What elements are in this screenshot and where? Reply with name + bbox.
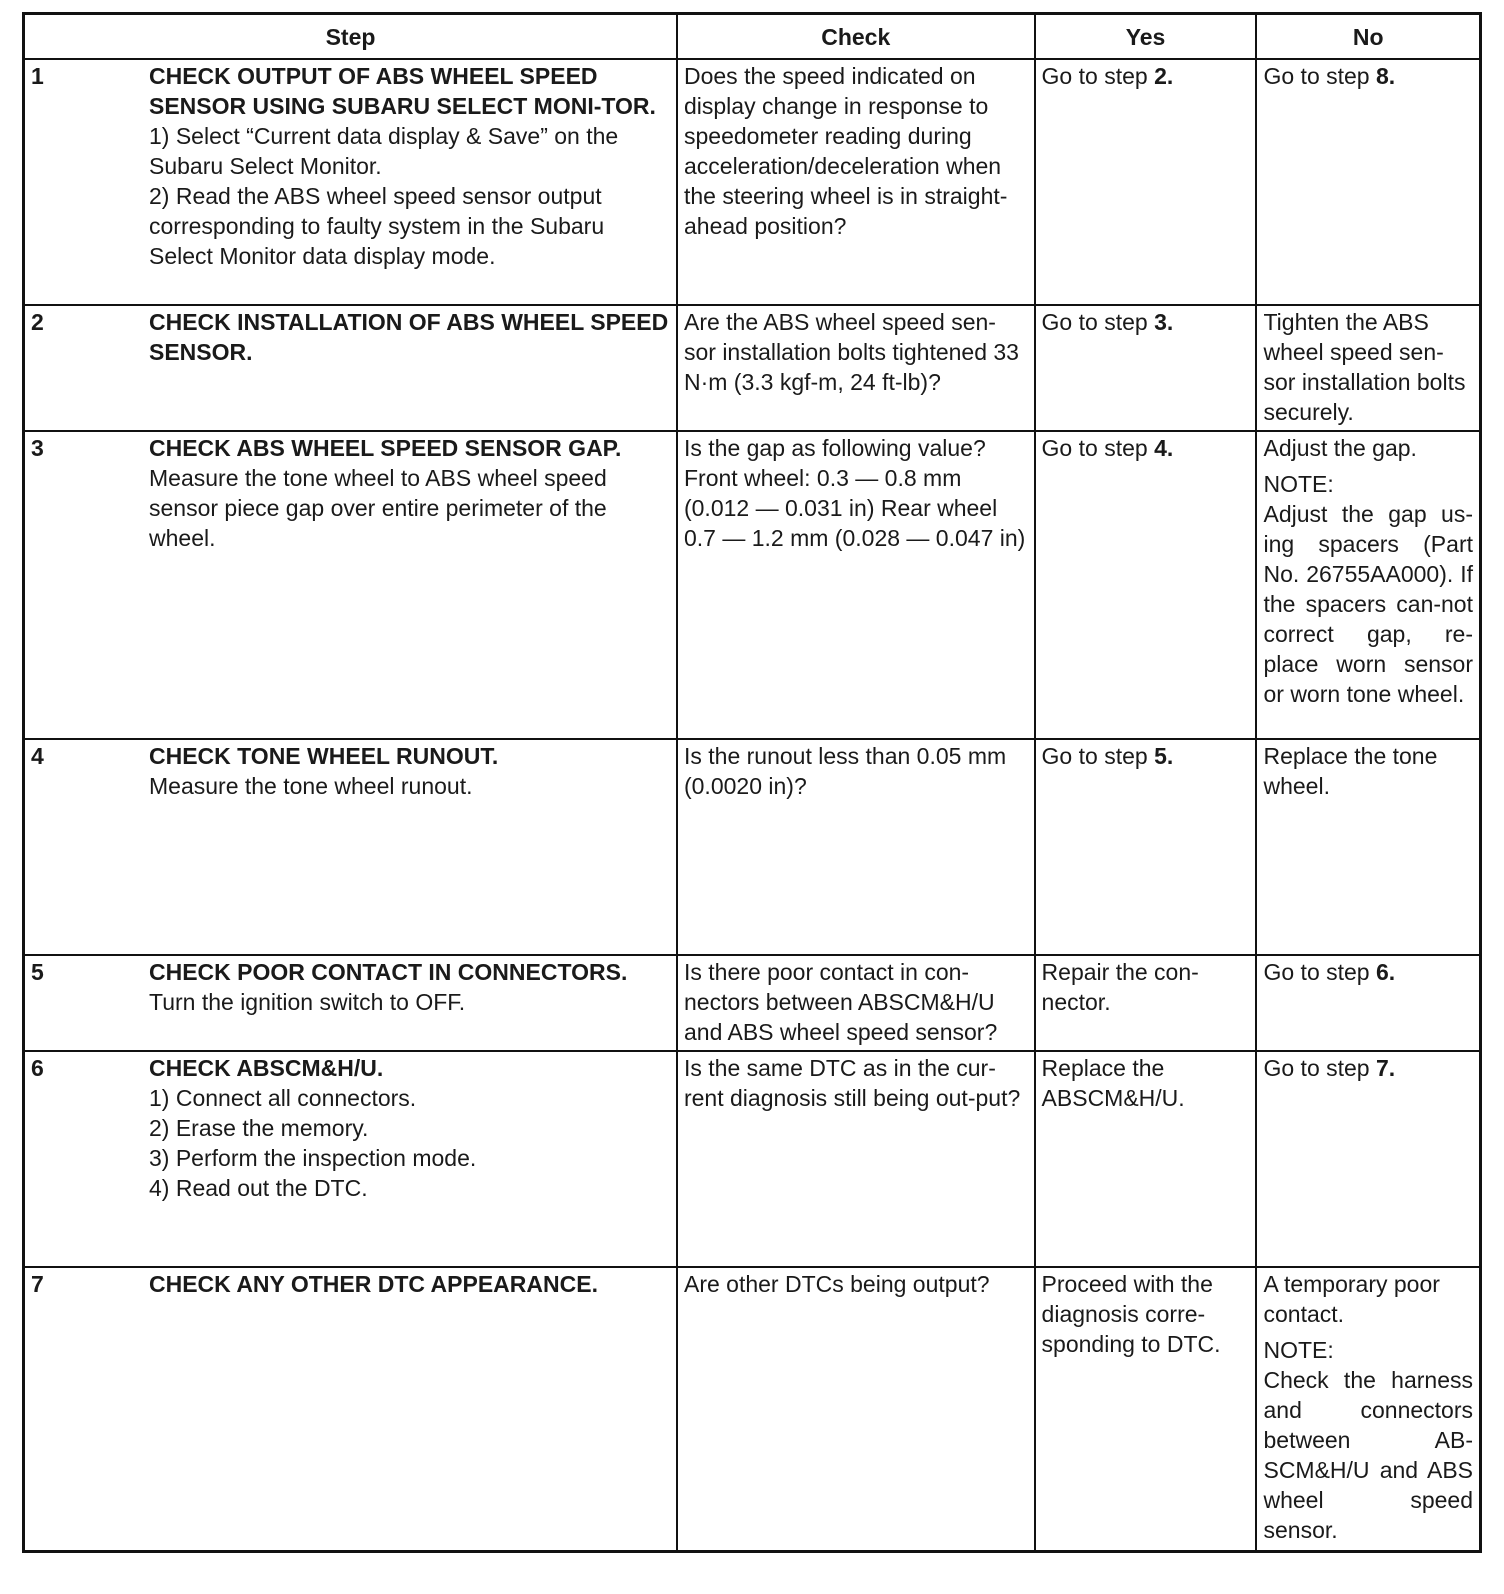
diagnosis-table	[22, 12, 1482, 1553]
yes-text: Go to step	[1041, 63, 1155, 89]
check-cell: Is the same DTC as in the cur-rent diagnosis still being out-put?	[677, 1051, 1035, 1267]
step-cell	[24, 431, 677, 739]
no-cell	[1256, 431, 1480, 739]
yes-text: Go to step	[1041, 435, 1155, 461]
check-cell: Is the gap as following value? Front wheel: 0.3 — 0.8 mm (0.012 — 0.031 in) Rear wheel 0.7 — 1.2 mm (0.028 — 0.047 in)	[677, 431, 1035, 739]
step-instruction: 2) Read the ABS wheel speed sensor output corresponding to faulty system in the Subaru Select Monitor data display mode.	[149, 183, 605, 269]
step-number: 4	[31, 743, 44, 769]
header-yes: Yes	[1035, 14, 1257, 60]
diagnosis-sheet	[22, 12, 1482, 1553]
yes-text: Go to step	[1041, 309, 1155, 335]
step-instruction: 3) Perform the inspection mode.	[149, 1145, 477, 1171]
yes-step-ref: 5.	[1154, 743, 1174, 769]
no-text: A temporary poor contact.	[1263, 1271, 1440, 1327]
table-row	[24, 1267, 1481, 1551]
yes-cell: Proceed with the diagnosis corre-sponding to DTC.	[1035, 1267, 1257, 1551]
step-cell	[24, 1267, 677, 1551]
yes-cell	[1035, 739, 1257, 955]
step-title: CHECK OUTPUT OF ABS WHEEL SPEED SENSOR USING SUBARU SELECT MONI-TOR.	[149, 63, 656, 119]
yes-cell	[1035, 305, 1257, 431]
no-text: Go to step	[1263, 63, 1376, 89]
no-cell	[1256, 59, 1480, 305]
step-title: CHECK ABS WHEEL SPEED SENSOR GAP.	[149, 435, 622, 461]
yes-text: Go to step	[1041, 743, 1155, 769]
yes-step-ref: 4.	[1154, 435, 1174, 461]
no-text: Go to step	[1263, 1055, 1376, 1081]
table-row	[24, 59, 1481, 305]
note-label: NOTE:	[1263, 471, 1334, 497]
step-cell	[24, 1051, 677, 1267]
no-text: Go to step	[1263, 959, 1376, 985]
step-instruction: Turn the ignition switch to OFF.	[149, 989, 466, 1015]
header-no: No	[1256, 14, 1480, 60]
yes-step-ref: 3.	[1154, 309, 1174, 335]
table-row	[24, 305, 1481, 431]
yes-cell	[1035, 431, 1257, 739]
no-step-ref: 8.	[1376, 63, 1396, 89]
no-cell	[1256, 955, 1480, 1051]
check-cell: Are other DTCs being output?	[677, 1267, 1035, 1551]
yes-cell: Replace the ABSCM&H/U.	[1035, 1051, 1257, 1267]
yes-step-ref: 2.	[1154, 63, 1174, 89]
table-row	[24, 739, 1481, 955]
check-cell: Does the speed indicated on display change in response to speedometer reading during acceleration/deceleration when the steering wheel is in straight-ahead position?	[677, 59, 1035, 305]
step-title: CHECK POOR CONTACT IN CONNECTORS.	[149, 959, 628, 985]
table-header-row	[24, 14, 1481, 60]
check-cell: Are the ABS wheel speed sen-sor installation bolts tightened 33 N·m (3.3 kgf-m, 24 ft-lb)?	[677, 305, 1035, 431]
step-number: 7	[31, 1271, 44, 1297]
step-cell	[24, 739, 677, 955]
no-cell	[1256, 1051, 1480, 1267]
yes-cell	[1035, 59, 1257, 305]
step-instruction: 1) Connect all connectors.	[149, 1085, 417, 1111]
no-step-ref: 7.	[1376, 1055, 1396, 1081]
step-number: 5	[31, 959, 44, 985]
step-instruction: Measure the tone wheel runout.	[149, 773, 473, 799]
step-cell	[24, 305, 677, 431]
step-number: 6	[31, 1055, 44, 1081]
header-check: Check	[677, 14, 1035, 60]
check-cell: Is there poor contact in con-nectors between ABSCM&H/U and ABS wheel speed sensor?	[677, 955, 1035, 1051]
step-title: CHECK ABSCM&H/U.	[149, 1055, 384, 1081]
no-step-ref: 6.	[1376, 959, 1396, 985]
step-instruction: 4) Read out the DTC.	[149, 1175, 368, 1201]
step-number: 3	[31, 435, 44, 461]
step-instruction: 2) Erase the memory.	[149, 1115, 369, 1141]
table-row	[24, 1051, 1481, 1267]
header-step: Step	[24, 14, 677, 60]
step-instruction: 1) Select “Current data display & Save” on the Subaru Select Monitor.	[149, 123, 619, 179]
no-cell: Replace the tone wheel.	[1256, 739, 1480, 955]
note-text: Check the harness and connectors between AB-SCM&H/U and ABS wheel speed sensor.	[1263, 1367, 1473, 1543]
step-title: CHECK INSTALLATION OF ABS WHEEL SPEED SENSOR.	[149, 309, 669, 365]
no-cell	[1256, 1267, 1480, 1551]
step-number: 2	[31, 309, 44, 335]
no-text: Adjust the gap.	[1263, 435, 1417, 461]
step-instruction: Measure the tone wheel to ABS wheel speed sensor piece gap over entire perimeter of the wheel.	[149, 465, 607, 551]
step-title: CHECK TONE WHEEL RUNOUT.	[149, 743, 499, 769]
yes-cell: Repair the con-nector.	[1035, 955, 1257, 1051]
step-cell	[24, 955, 677, 1051]
step-number: 1	[31, 63, 44, 89]
step-title: CHECK ANY OTHER DTC APPEARANCE.	[149, 1271, 598, 1297]
step-cell	[24, 59, 677, 305]
note-text: Adjust the gap us-ing spacers (Part No. 26755AA000). If the spacers can-not correct gap, re-place worn sensor or worn tone wheel.	[1263, 501, 1473, 707]
table-row	[24, 955, 1481, 1051]
table-row	[24, 431, 1481, 739]
no-cell: Tighten the ABS wheel speed sen-sor installation bolts securely.	[1256, 305, 1480, 431]
note-label: NOTE:	[1263, 1337, 1334, 1363]
check-cell: Is the runout less than 0.05 mm (0.0020 in)?	[677, 739, 1035, 955]
